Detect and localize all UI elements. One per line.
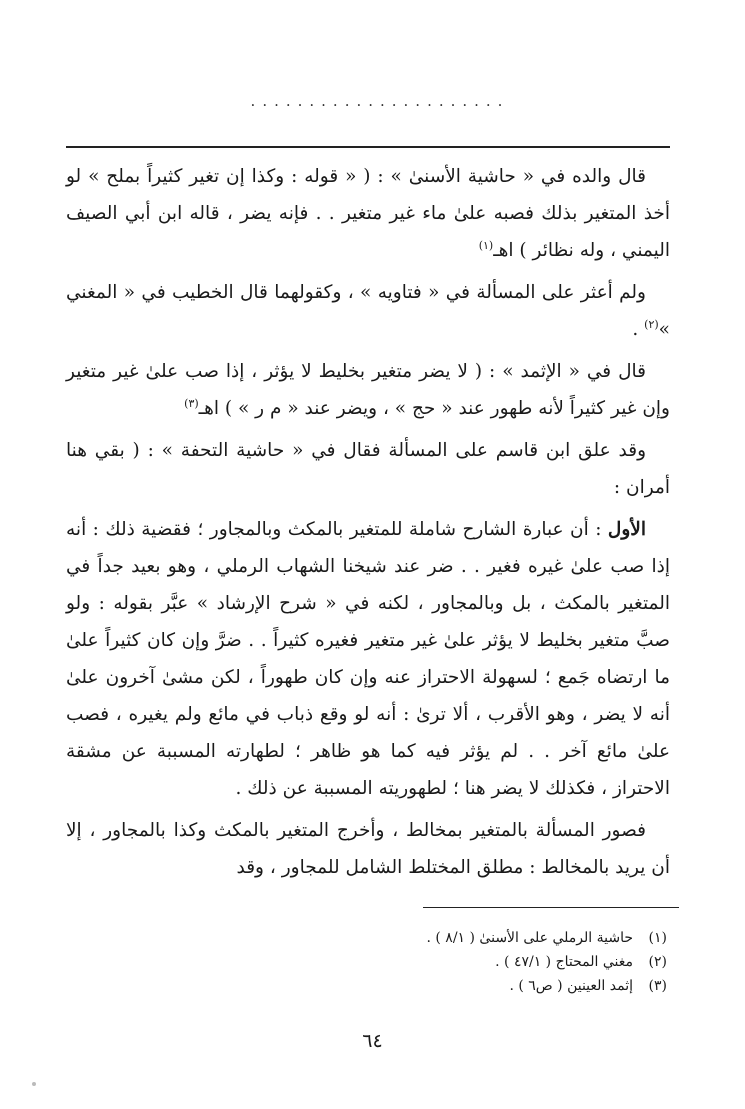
paragraph-1 bbox=[66, 158, 670, 269]
paragraph-4 bbox=[66, 432, 670, 506]
paragraph-text: فصور المسألة بالمتغير بمخالط ، وأخرج المتغير بالمكث وكذا بالمجاور ، إلا أن يريد بالمخالط : مطلق المختلط الشامل للمجاور ، وقد bbox=[66, 820, 670, 878]
paragraph-6 bbox=[66, 812, 670, 886]
paragraph-5 bbox=[66, 511, 670, 807]
footnote-text: حاشية الرملي على الأسنىٰ ( ٨/١ ) . bbox=[426, 930, 633, 946]
footnote-ref-1: (١) bbox=[478, 238, 494, 252]
footnote-ref-3: (٣) bbox=[184, 396, 199, 410]
footnote-2 bbox=[247, 950, 667, 974]
footnote-number: (٣) bbox=[648, 978, 667, 994]
paragraph-tail: . bbox=[632, 319, 645, 340]
main-text bbox=[66, 158, 670, 891]
footnotes bbox=[247, 926, 667, 998]
header-divider bbox=[66, 146, 670, 148]
footnote-1 bbox=[247, 926, 667, 950]
paragraph-text: قال والده في « حاشية الأسنىٰ » : ( « قوله : وكذا إن تغير كثيراً بملح » لو أخذ المتغير بذلك فصبه علىٰ ماء غير متغير . . فإنه يضر ، قاله ابن أبي الصيف اليمني ، وله نظائر ) اهـ bbox=[66, 166, 670, 261]
paragraph-lead: الأول bbox=[607, 519, 646, 540]
footnote-number: (٢) bbox=[648, 954, 667, 970]
scan-speck bbox=[32, 1082, 36, 1086]
paragraph-2 bbox=[66, 274, 670, 348]
paragraph-text: : أن عبارة الشارح شاملة للمتغير بالمكث وبالمجاور ؛ فقضية ذلك : أنه إذا صب علىٰ غيره فغير . . ضر عند شيخنا الشهاب الرملي ، وهو بعيد جداً في المتغير بالمكث ، بل وبالمجاور ، لكنه في « شرح الإرشاد » عبَّر بقوله : ولو صبَّ متغير بخليط لا يؤثر علىٰ غير متغير فغيره كثيراً . . ضرَّ وإن كان كثيراً علىٰ ما ارتضاه جَمع ؛ لسهولة الاحتراز عنه وإن كان طهوراً ، لكن مشىٰ آخرون علىٰ أنه لا يضر ، وهو الأقرب ، ألا ترىٰ : أنه لو وقع ذباب في مائع ولم يغيره ، فصب علىٰ مائع آخر . . لم يؤثر فيه كما هو ظاهر ؛ لطهارته المسببة عن مشقة الاحتراز ، فكذلك لا يضر هنا ؛ لطهوريته المسببة عن ذلك . bbox=[66, 519, 670, 799]
paragraph-text: قال في « الإثمد » : ( لا يضر متغير بخليط لا يؤثر ، إذا صب علىٰ غير متغير وإن غير كثيراً لأنه طهور عند « حج » ، ويضر عند « م ر » ) اهـ bbox=[66, 361, 670, 419]
footnote-3 bbox=[247, 974, 667, 998]
footnote-ref-2: (٢) bbox=[644, 317, 659, 331]
header-dotted-line: ...................... bbox=[250, 92, 510, 110]
paragraph-text: ولم أعثر على المسألة في « فتاويه » ، وكقولهما قال الخطيب في « المغني » bbox=[66, 282, 670, 340]
footnote-text: إثمد العينين ( ص٦ ) . bbox=[509, 978, 633, 994]
footnote-text: مغني المحتاج ( ٤٧/١ ) . bbox=[495, 954, 633, 970]
footnote-number: (١) bbox=[648, 930, 667, 946]
page-number: ٦٤ bbox=[362, 1030, 383, 1052]
footnote-divider bbox=[423, 907, 679, 908]
paragraph-3 bbox=[66, 353, 670, 427]
paragraph-text: وقد علق ابن قاسم على المسألة فقال في « حاشية التحفة » : ( بقي هنا أمران : bbox=[66, 440, 670, 498]
